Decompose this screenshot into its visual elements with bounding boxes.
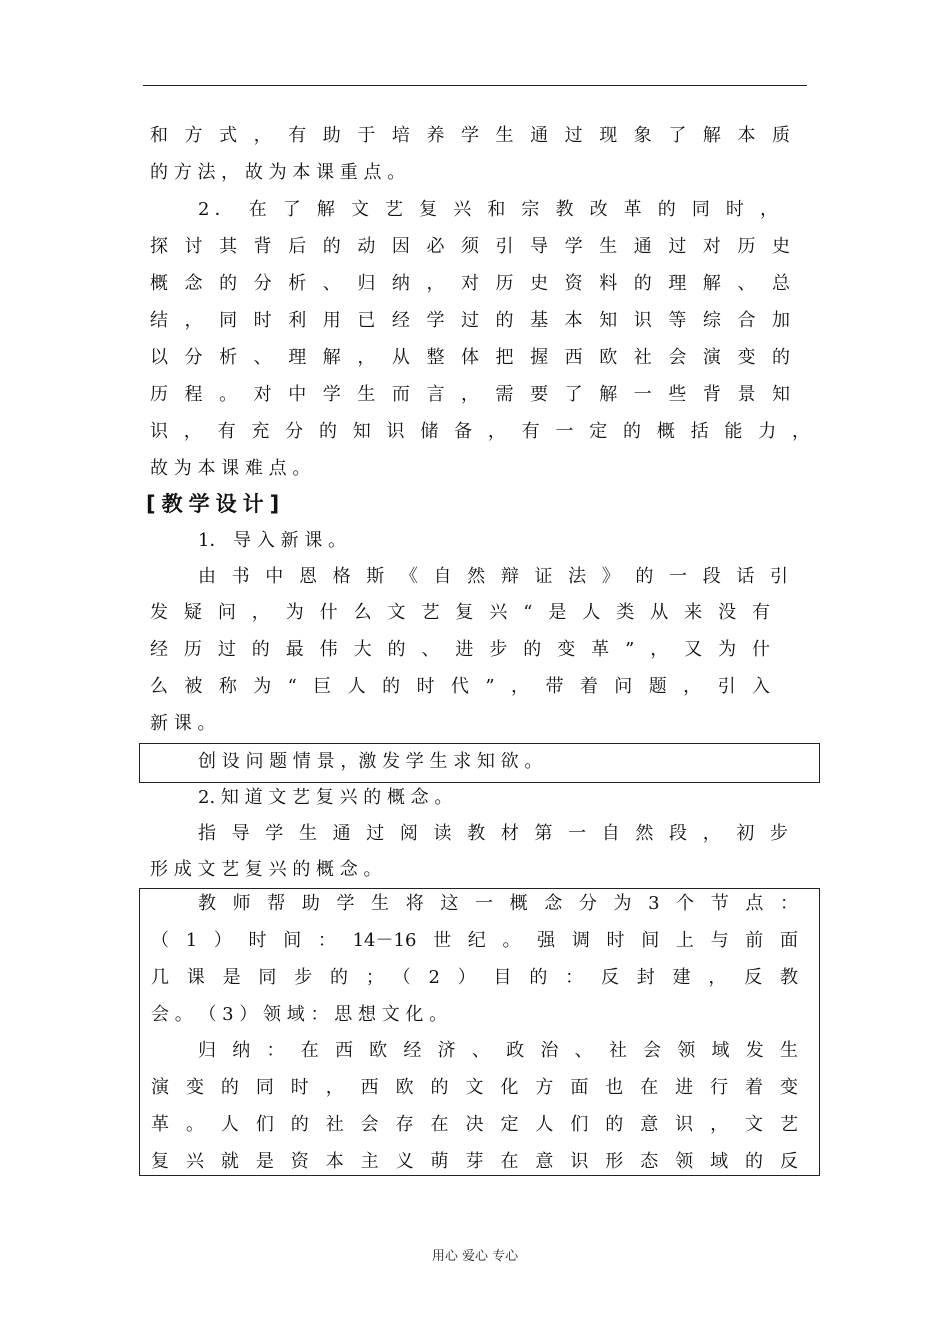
- paragraph-line: 经历过的最伟大的、进步的变革”，又为什: [150, 639, 770, 660]
- paragraph-line: 么被称为“巨人的时代”，带着问题，引入: [150, 676, 770, 697]
- note-text: 创 设 问 题 情 景 ，激 发 学 生 求 知 欲 。: [198, 751, 543, 772]
- step-title: 2. 知 道 文 艺 复 兴 的 概 念 。: [198, 787, 453, 808]
- paragraph-line: 由书中恩格斯《自然辩证法》的一段话引: [198, 566, 788, 587]
- paragraph-line: 指导学生通过阅读教材第一自然段，初步: [198, 823, 788, 844]
- section-heading: [教学设计]: [146, 492, 286, 516]
- paragraph-line: 发疑问，为什么文艺复兴“是人类从来没有: [150, 602, 770, 623]
- note-line: 归纳：在西欧经济、政治、社会领域发生: [198, 1040, 798, 1061]
- note-line: 复兴就是资本主义萌芽在意识形态领域的反: [151, 1151, 798, 1172]
- note-box: [139, 888, 820, 1176]
- note-line: （1）时间：14－16世纪。强调时间上与前面: [151, 930, 798, 951]
- paragraph-line: 探讨其背后的动因必须引导学生通过对历史: [150, 236, 790, 257]
- note-box: [139, 743, 820, 783]
- paragraph-line: 以分析、理解，从整体把握西欧社会演变的: [150, 347, 790, 368]
- note-line: 革。人们的社会存在决定人们的意识，文艺: [151, 1114, 798, 1135]
- paragraph-line: 结，同时利用已经学过的基本知识等综合加: [150, 310, 790, 331]
- paragraph-line: 历程。对中学生而言，需要了解一些背景知: [150, 384, 790, 405]
- paragraph-line: 识，有充分的知识储备，有一定的概括能力，: [150, 421, 810, 442]
- paragraph-line: 的 方 法 ， 故 为 本 课 重 点 。: [150, 162, 406, 183]
- paragraph-line: 新 课 。: [150, 713, 216, 734]
- note-line: 演变的同时，西欧的文化方面也在进行着变: [151, 1077, 798, 1098]
- note-line: 教师帮助学生将这一概念分为3个节点：: [198, 893, 798, 914]
- paragraph-line: 概念的分析、归纳，对历史资料的理解、总: [150, 273, 790, 294]
- paragraph-line: 2． 在 了 解 文 艺 复 兴 和 宗 教 改 革 的 同 时 ，: [198, 199, 778, 220]
- note-line: 会 。 （ 3 ） 领 域 ： 思 想 文 化 。: [151, 1004, 448, 1025]
- paragraph-line: 形 成 文 艺 复 兴 的 概 念 。: [150, 859, 382, 880]
- paragraph-line: 和方式，有助于培养学生通过现象了解本质: [150, 125, 790, 146]
- page-footer: 用心 爱心 专心: [431, 1249, 519, 1264]
- step-title: 1． 导 入 新 课 。: [198, 530, 347, 551]
- paragraph-line: 故 为 本 课 难 点 。: [150, 458, 311, 479]
- note-line: 几课是同步的；（2）目的：反封建，反教: [151, 967, 798, 988]
- header-rule: [143, 85, 807, 86]
